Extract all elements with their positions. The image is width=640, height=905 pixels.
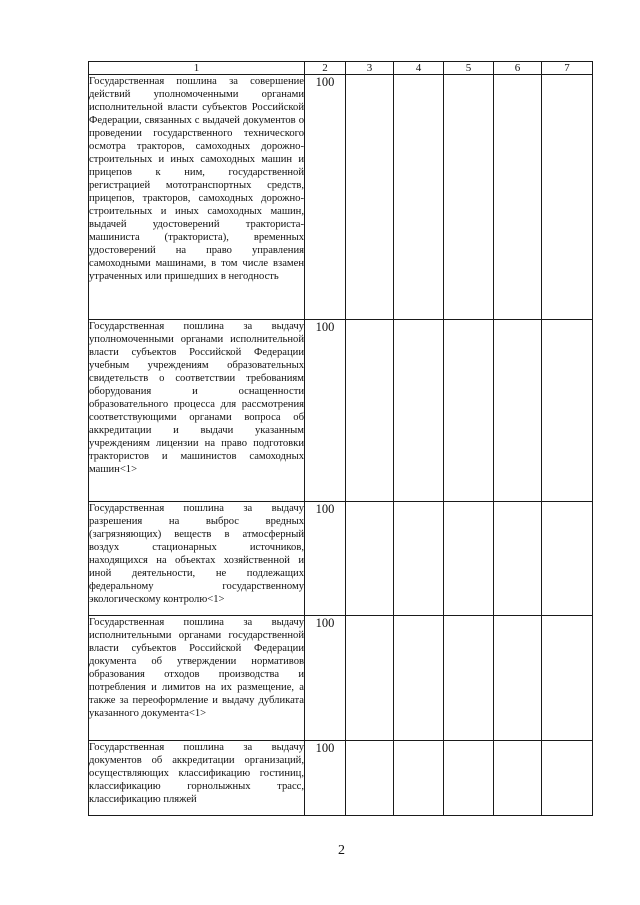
empty-cell	[494, 75, 542, 320]
empty-cell	[444, 741, 494, 816]
column-header: 7	[542, 62, 593, 75]
empty-cell	[444, 502, 494, 616]
empty-cell	[494, 616, 542, 741]
empty-cell	[346, 75, 394, 320]
empty-cell	[346, 320, 394, 502]
table-row	[89, 502, 593, 616]
table-row	[89, 616, 593, 741]
empty-cell	[346, 741, 394, 816]
page-number: 2	[338, 843, 345, 858]
table-header-row	[89, 62, 593, 75]
fee-value: 100	[305, 75, 346, 320]
empty-cell	[394, 616, 444, 741]
fee-value: 100	[305, 741, 346, 816]
table-row	[89, 75, 593, 320]
fee-table	[88, 61, 593, 816]
column-header: 1	[89, 62, 305, 75]
fee-value: 100	[305, 320, 346, 502]
empty-cell	[444, 320, 494, 502]
empty-cell	[542, 502, 593, 616]
table-row	[89, 741, 593, 816]
empty-cell	[494, 741, 542, 816]
empty-cell	[394, 502, 444, 616]
empty-cell	[444, 75, 494, 320]
empty-cell	[394, 75, 444, 320]
empty-cell	[494, 320, 542, 502]
column-header: 2	[305, 62, 346, 75]
column-header: 5	[444, 62, 494, 75]
fee-value: 100	[305, 502, 346, 616]
empty-cell	[346, 616, 394, 741]
table-row	[89, 320, 593, 502]
empty-cell	[394, 320, 444, 502]
fee-description: Государственная пошлина за выдачу разрешения на выброс вредных (загрязняющих) веществ в атмосферный воздух стационарных источников, находящихся на объектах хозяйственной и иной деятельности, не подлежащих федеральному государственному экологическому контролю<1>	[89, 502, 305, 616]
column-header: 3	[346, 62, 394, 75]
fee-description: Государственная пошлина за выдачу документов об аккредитации организаций, осуществляющих классификацию гостиниц, классификацию горнолыжных трасс, классификацию пляжей	[89, 741, 305, 816]
column-header: 4	[394, 62, 444, 75]
fee-value: 100	[305, 616, 346, 741]
empty-cell	[494, 502, 542, 616]
empty-cell	[394, 741, 444, 816]
fee-description: Государственная пошлина за выдачу исполнительными органами государственной власти субъектов Российской Федерации документа об утверждении нормативов образования отходов производства и потребления и лимитов на их размещение, а также за переоформление и выдачу дубликата указанного документа<1>	[89, 616, 305, 741]
empty-cell	[542, 741, 593, 816]
empty-cell	[346, 502, 394, 616]
empty-cell	[542, 320, 593, 502]
empty-cell	[444, 616, 494, 741]
fee-description: Государственная пошлина за совершение действий уполномоченными органами исполнительной власти субъектов Российской Федерации, связанных с выдачей документов о проведении государственного технического осмотра тракторов, самоходных дорожно-строительных и иных самоходных машин и прицепов к ним, государственной регистрацией мототранспортных средств, прицепов, тракторов, самоходных дорожно-строительных и иных самоходных машин, выдачей удостоверений тракториста-машиниста (тракториста), временных удостоверений на право управления самоходными машинами, в том числе взамен утраченных или пришедших в негодность	[89, 75, 305, 320]
column-header: 6	[494, 62, 542, 75]
empty-cell	[542, 75, 593, 320]
fee-description: Государственная пошлина за выдачу уполномоченными органами исполнительной власти субъектов Российской Федерации учебным учреждениям образовательных свидетельств о соответствии требованиям оборудования и оснащенности образовательного процесса для рассмотрения соответствующими органами вопроса об аккредитации и выдачи указанным учреждениям лицензии на право подготовки трактористов и машинистов самоходных машин<1>	[89, 320, 305, 502]
empty-cell	[542, 616, 593, 741]
